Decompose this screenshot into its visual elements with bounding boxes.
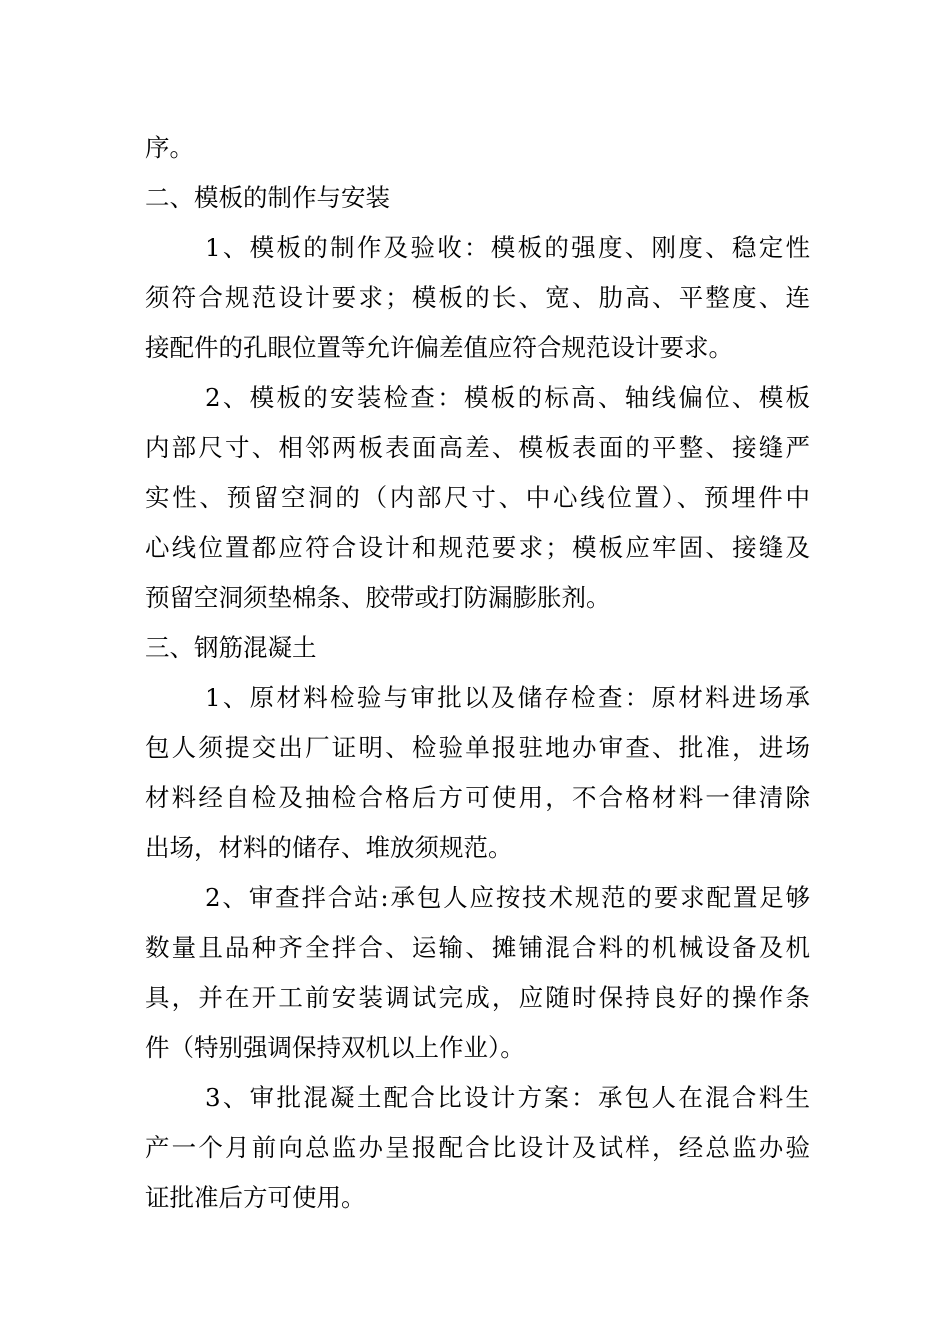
paragraph-first-line: 1、模板的制作及验收：模板的强度、刚度、稳定性 [205,233,810,262]
text-line: 产一个月前向总监办呈报配合比设计及试样，经总监办验 [145,1133,810,1162]
paragraph-first-line: 3、审批混凝土配合比设计方案：承包人在混合料生 [205,1083,810,1112]
text-line: 材料经自检及抽检合格后方可使用，不合格材料一律清除 [145,783,810,812]
text-line: 接配件的孔眼位置等允许偏差值应符合规范设计要求。 [145,333,733,362]
text-line: 须符合规范设计要求；模板的长、宽、肋高、平整度、连 [145,283,810,312]
text-line: 序。 [145,133,194,162]
text-line: 包人须提交出厂证明、检验单报驻地办审查、批准，进场 [145,733,810,762]
text-line: 心线位置都应符合设计和规范要求；模板应牢固、接缝及 [145,533,810,562]
text-line: 证批准后方可使用。 [145,1183,366,1212]
text-line: 实性、预留空洞的（内部尺寸、中心线位置）、预埋件中 [145,483,810,512]
text-line: 数量且品种齐全拌合、运输、摊铺混合料的机械设备及机 [145,933,810,962]
text-line: 件（特别强调保持双机以上作业）。 [145,1033,525,1062]
section-heading: 三、钢筋混凝土 [145,633,317,662]
paragraph-first-line: 2、模板的安装检查：模板的标高、轴线偏位、模板 [205,383,810,412]
paragraph-first-line: 2、审查拌合站:承包人应按技术规范的要求配置足够 [205,883,810,912]
document-page [145,123,810,1223]
text-line: 预留空洞须垫棉条、胶带或打防漏膨胀剂。 [145,583,611,612]
text-line: 具，并在开工前安装调试完成，应随时保持良好的操作条 [145,983,810,1012]
paragraph-first-line: 1、原材料检验与审批以及储存检查：原材料进场承 [205,683,810,712]
text-line: 内部尺寸、相邻两板表面高差、模板表面的平整、接缝严 [145,433,810,462]
section-heading: 二、模板的制作与安装 [145,183,390,212]
text-line: 出场，材料的储存、堆放须规范。 [145,833,513,862]
